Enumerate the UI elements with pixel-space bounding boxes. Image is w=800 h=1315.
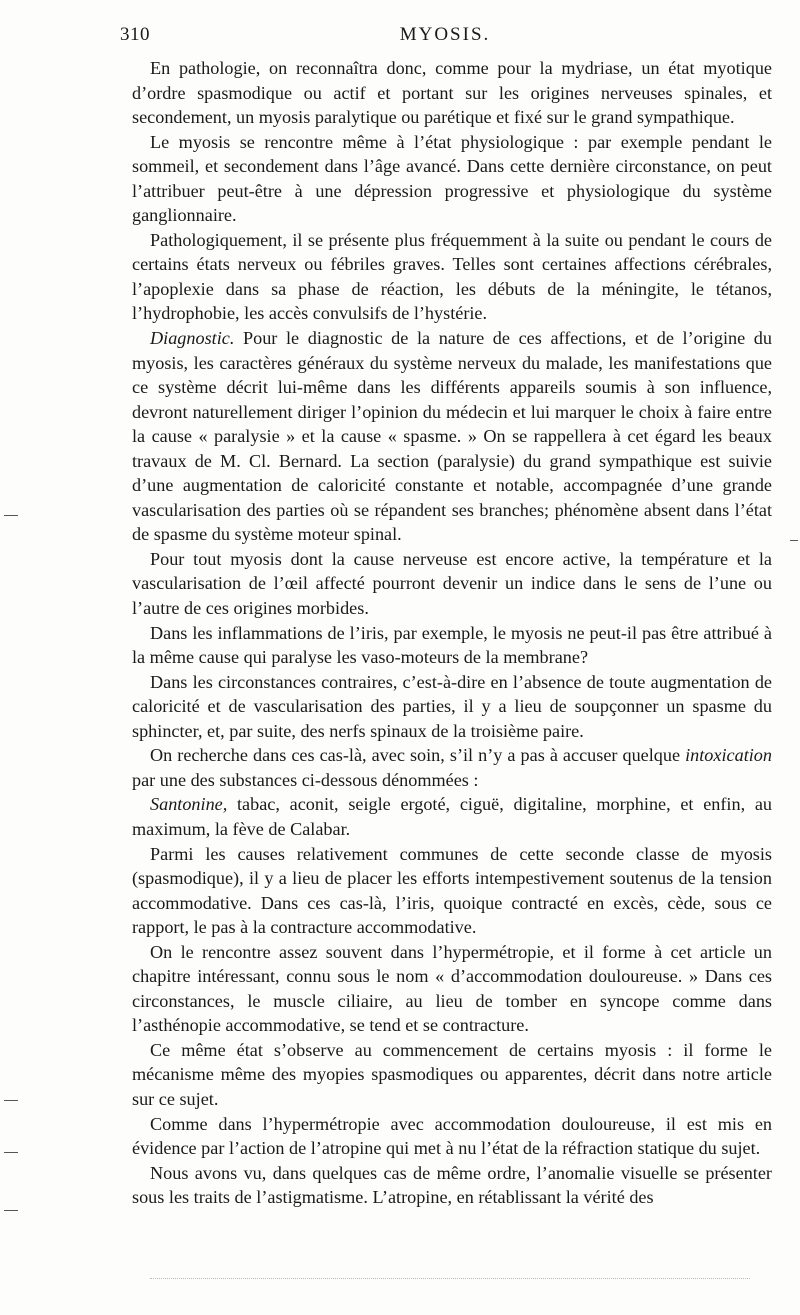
text-run: Dans les inflammations de l’iris, par exemple, le myosis ne peut-il pas être attribué à la même cause qui paralyse les vaso-moteurs de la membrane? — [132, 622, 772, 668]
margin-mark — [4, 515, 18, 516]
paragraph — [132, 326, 772, 547]
text-run: Nous avons vu, dans quelques cas de même ordre, l’anomalie visuelle se présenter sous les traits de l’astigmatisme. L’atropine, en rétablissant la vérité des — [132, 1162, 772, 1208]
text-run: On le rencontre assez souvent dans l’hypermétropie, et il forme à cet article un chapitre intéressant, connu sous le nom « d’accommodation douloureuse. » Dans ces circonstances, le muscle ciliaire, au lieu de tomber en syncope comme dans l’asthénopie accommodative, se tend et se contracture. — [132, 941, 772, 1036]
text-run: Pour tout myosis dont la cause nerveuse est encore active, la température et la vascularisation de l’œil affecté pourront devenir un indice dans le sens de l’une ou l’autre de ces origines morbides. — [132, 548, 772, 619]
paragraph — [132, 743, 772, 792]
body-text — [132, 56, 772, 1210]
paragraph — [132, 228, 772, 326]
paragraph — [132, 1112, 772, 1161]
text-run: par une des substances ci-dessous dénommées : — [132, 769, 479, 790]
paragraph — [132, 1161, 772, 1210]
italic-text: Diagnostic. — [150, 328, 235, 349]
running-title: MYOSIS. — [399, 24, 491, 45]
text-run: Comme dans l’hypermétropie avec accommodation douloureuse, il est mis en évidence par l’action de l’atropine qui met à nu l’état de la réfraction statique du sujet. — [132, 1113, 772, 1159]
paragraph — [132, 56, 772, 130]
italic-text: Santonine, — [150, 794, 228, 815]
paragraph — [132, 621, 772, 670]
text-run: Pathologiquement, il se présente plus fréquemment à la suite ou pendant le cours de certains états nerveux ou fébriles graves. Telles sont certaines affections cérébrales, l’apoplexie dans sa phase de réaction, les débuts de la méningite, le tétanos, l’hydrophobie, les accès convulsifs de l’hystérie. — [132, 229, 772, 324]
text-run: Le myosis se rencontre même à l’état physiologique : par exemple pendant le sommeil, et secondement dans l’âge avancé. Dans cette dernière circonstance, on peut l’attribuer peut-être à une dépression progressive et physiologique du système ganglionnaire. — [132, 131, 772, 226]
paragraph — [132, 842, 772, 940]
page-number: 310 — [120, 24, 150, 45]
paragraph — [132, 792, 772, 841]
text-run: On recherche dans ces cas-là, avec soin, s’il n’y a pas à accuser quelque — [150, 745, 686, 766]
text-run: Parmi les causes relativement communes de cette seconde classe de myosis (spasmodique), il y a lieu de placer les efforts intempestivement soutenus de la tension accommodative. Dans ces cas-là, l’iris, quoique contracté en excès, cède, sous ce rapport, le pas à la contracture accommodative. — [132, 843, 772, 938]
paragraph — [132, 547, 772, 621]
italic-text: intoxication — [685, 745, 772, 766]
paragraph — [132, 940, 772, 1038]
text-run: Pour le diagnostic de la nature de ces affections, et de l’origine du myosis, les caractères généraux du système nerveux du malade, les manifestations que ce système décrit lui-même dans les différents appareils soumis à son influence, devront naturellement diriger l’opinion du médecin et lui marquer le choix à faire entre la cause « paralysie » et la cause « spasme. » On se rappellera à cet égard les beaux travaux de M. Cl. Bernard. La section (paralysie) du grand sympathique est suivie d’une augmentation de caloricité constante et notable, accompagnée d’une grande vascularisation des parties où se répandent ses branches; phénomène absent dans l’état de spasme du système moteur spinal. — [132, 328, 772, 545]
margin-mark — [4, 1100, 18, 1101]
margin-mark — [4, 1152, 18, 1153]
text-run: Ce même état s’observe au commencement de certains myosis : il forme le mécanisme même des myopies spasmodiques ou apparentes, décrit dans notre article sur ce sujet. — [132, 1039, 772, 1109]
text-run: En pathologie, on reconnaîtra donc, comme pour la mydriase, un état myotique d’ordre spasmodique ou actif et portant sur les origines nerveuses spinales, et secondement, un myosis paralytique ou parétique et fixé sur le grand sympathique. — [132, 58, 772, 128]
margin-mark — [4, 1210, 18, 1211]
paragraph — [132, 670, 772, 744]
page-bottom-noise — [150, 1278, 750, 1280]
paragraph — [132, 130, 772, 228]
paragraph — [132, 1038, 772, 1112]
text-run: Dans les circonstances contraires, c’est-à-dire en l’absence de toute augmentation de caloricité et de vascularisation des parties, il y a lieu de soupçonner un spasme du sphincter, et, par suite, des nerfs spinaux de la troisième paire. — [132, 671, 772, 741]
margin-mark — [790, 540, 798, 541]
text-run: tabac, aconit, seigle ergoté, ciguë, digitaline, morphine, et enfin, au maximum, la fève de Calabar. — [132, 794, 772, 839]
page-header — [120, 24, 770, 48]
